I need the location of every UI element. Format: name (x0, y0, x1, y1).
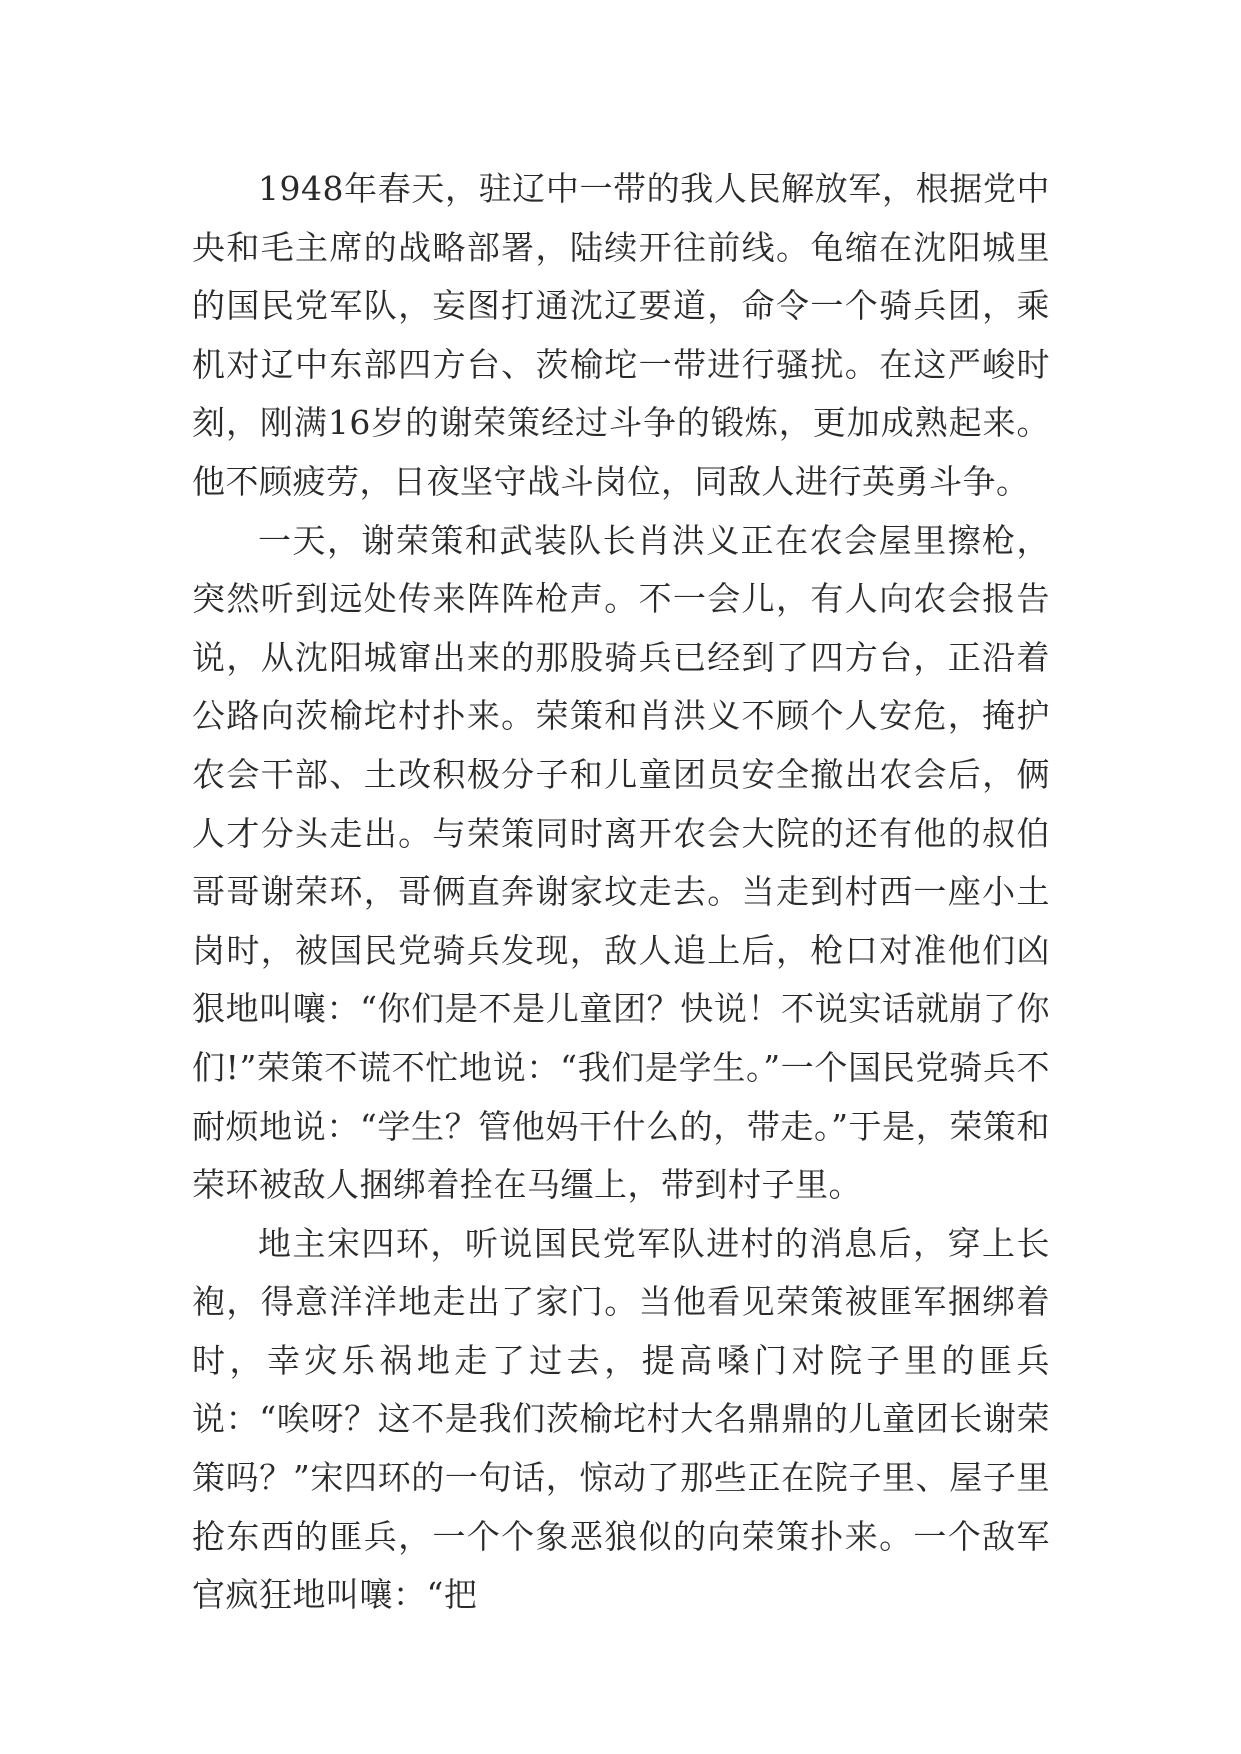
paragraph-1: 1948年春天，驻辽中一带的我人民解放军，根据党中央和毛主席的战略部署，陆续开往前线。龟缩在沈阳城里的国民党军队，妄图打通沈辽要道，命令一个骑兵团，乘机对辽中东部四方台、茨榆坨一带进行骚扰。在这严峻时刻，刚满16岁的谢荣策经过斗争的锻炼，更加成熟起来。他不顾疲劳，日夜坚守战斗岗位，同敌人进行英勇斗争。 (192, 169, 1050, 501)
paragraph-2: 一天，谢荣策和武装队长肖洪义正在农会屋里擦枪，突然听到远处传来阵阵枪声。不一会儿，有人向农会报告说，从沈阳城窜出来的那股骑兵已经到了四方台，正沿着公路向茨榆坨村扑来。荣策和肖洪义不顾个人安危，掩护农会干部、土改积极分子和儿童团员安全撤出农会后，俩人才分头走出。与荣策同时离开农会大院的还有他的叔伯哥哥谢荣环，哥俩直奔谢家坟走去。当走到村西一座小土岗时，被国民党骑兵发现，敌人追上后，枪口对准他们凶狠地叫嚷：“你们是不是儿童团？快说！不说实话就崩了你们!”荣策不谎不忙地说：“我们是学生。”一个国民党骑兵不耐烦地说：“学生？管他妈干什么的，带走。”于是，荣策和荣环被敌人捆绑着拴在马缰上，带到村子里。 (192, 520, 1050, 1205)
paragraph-3: 地主宋四环，听说国民党军队进村的消息后，穿上长袍，得意洋洋地走出了家门。当他看见荣策被匪军捆绑着时，幸灾乐祸地走了过去，提高嗓门对院子里的匪兵说：“唉呀？这不是我们茨榆坨村大名鼎鼎的儿童团长谢荣策吗？”宋四环的一句话，惊动了那些正在院子里、屋子里抢东西的匪兵，一个个象恶狼似的向荣策扑来。一个敌军官疯狂地叫嚷：“把 (192, 1223, 1050, 1615)
document-body (192, 160, 1050, 1625)
